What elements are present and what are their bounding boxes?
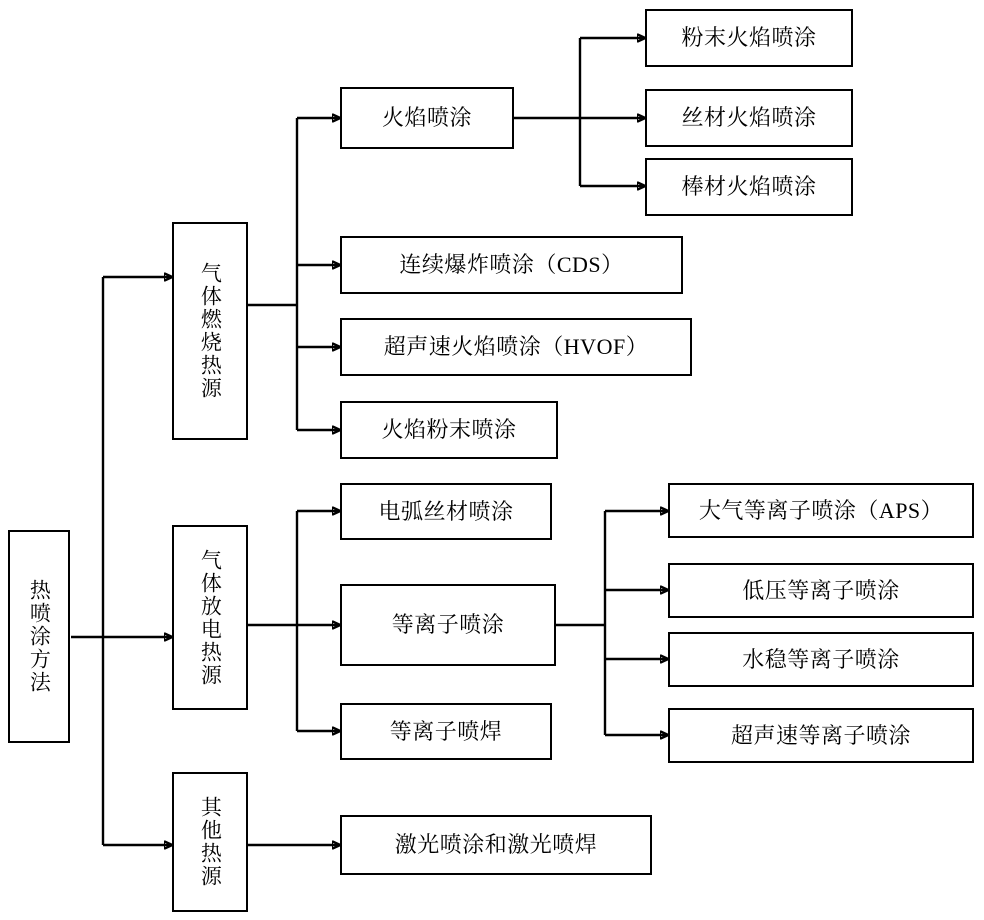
node-lpps[interactable]: 低压等离子喷涂 — [668, 563, 974, 618]
node-laser[interactable]: 激光喷涂和激光喷焊 — [340, 815, 652, 875]
node-gas-combustion[interactable]: 气体燃烧热源 — [172, 222, 248, 440]
node-water-plasma[interactable]: 水稳等离子喷涂 — [668, 632, 974, 687]
node-flame-powder[interactable]: 火焰粉末喷涂 — [340, 401, 558, 459]
node-cds[interactable]: 连续爆炸喷涂（CDS） — [340, 236, 683, 294]
node-rod-flame[interactable]: 棒材火焰喷涂 — [645, 158, 853, 216]
node-plasma-spray[interactable]: 等离子喷涂 — [340, 584, 556, 666]
node-hvof[interactable]: 超声速火焰喷涂（HVOF） — [340, 318, 692, 376]
node-aps[interactable]: 大气等离子喷涂（APS） — [668, 483, 974, 538]
node-plasma-weld[interactable]: 等离子喷焊 — [340, 703, 552, 760]
node-flame-spray[interactable]: 火焰喷涂 — [340, 87, 514, 149]
node-powder-flame[interactable]: 粉末火焰喷涂 — [645, 9, 853, 67]
node-other-heat[interactable]: 其他热源 — [172, 772, 248, 912]
node-wire-flame[interactable]: 丝材火焰喷涂 — [645, 89, 853, 147]
node-supersonic-plasma[interactable]: 超声速等离子喷涂 — [668, 708, 974, 763]
node-arc-wire[interactable]: 电弧丝材喷涂 — [340, 483, 552, 540]
node-gas-discharge[interactable]: 气体放电热源 — [172, 525, 248, 710]
node-root[interactable]: 热喷涂方法 — [8, 530, 70, 743]
